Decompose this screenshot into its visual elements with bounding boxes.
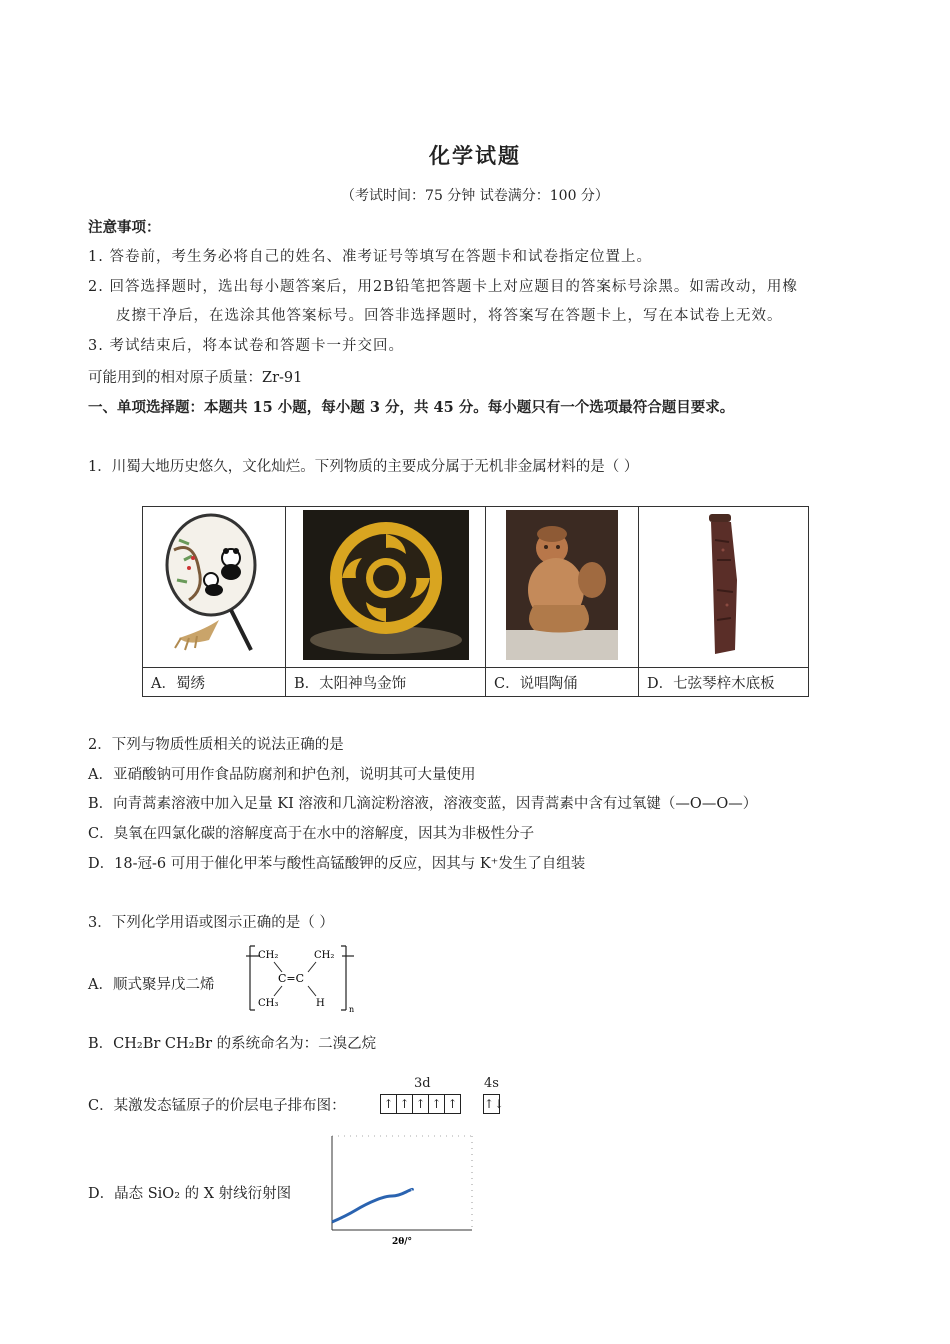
xrd-pattern-chart — [326, 1134, 476, 1246]
xrd-xlabel: 2θ/° — [392, 1237, 413, 1246]
sun-bird-gold-icon — [303, 510, 469, 660]
orbital-box: ↑ — [380, 1094, 397, 1114]
q2-stem: 2．下列与物质性质相关的说法正确的是 — [88, 737, 344, 753]
note-2-cont: 皮擦干净后，在选涂其他答案标号。回答非选择题时，将答案写在答题卡上，写在本试卷上无效。 — [116, 308, 783, 324]
q3-option-b: B．CH₂Br CH₂Br 的系统命名为：二溴乙烷 — [88, 1036, 377, 1052]
q1-image-a — [143, 507, 286, 668]
q2-option-b: B．向青蒿素溶液中加入足量 KI 溶液和几滴淀粉溶液，溶液变蓝，因青蒿素中含有过氧键（—O—O—） — [88, 796, 758, 812]
q3-option-c: C．某激发态锰原子的价层电子排布图： — [88, 1098, 346, 1114]
q1-image-d — [639, 507, 809, 668]
q2-option-c: C．臭氧在四氯化碳的溶解度高于在水中的溶解度，因其为非极性分子 — [88, 826, 535, 842]
notes-heading: 注意事项： — [88, 219, 161, 236]
q1-option-d: D．七弦琴梓木底板 — [639, 668, 809, 697]
polyisoprene-structure — [246, 944, 358, 1014]
poly-double-bond: C=C — [278, 972, 305, 985]
q2-option-a: A．亚硝酸钠可用作食品防腐剂和护色剂，说明其可大量使用 — [88, 767, 476, 783]
note-3: 3. 考试结束后，将本试卷和答题卡一并交回。 — [88, 338, 404, 354]
q2-option-d: D．18-冠-6 可用于催化甲苯与酸性高锰酸钾的反应，因其与 K⁺发生了自组装 — [88, 856, 586, 872]
section-heading: 一、单项选择题：本题共 15 小题，每小题 3 分，共 45 分。每小题只有一个选项最符合题目要求。 — [88, 399, 735, 416]
poly-h: H — [316, 998, 325, 1009]
q1-option-b: B．太阳神鸟金饰 — [286, 668, 486, 697]
orbital-label-4s: 4s — [484, 1076, 499, 1091]
q1-option-c: C．说唱陶俑 — [486, 668, 639, 697]
orbital-box: ↑ — [412, 1094, 429, 1114]
q3-option-d: D．晶态 SiO₂ 的 X 射线衍射图 — [88, 1186, 292, 1202]
poly-ch3: CH₃ — [258, 998, 279, 1009]
q1-image-b — [286, 507, 486, 668]
orbital-box: ↑↓ — [483, 1094, 500, 1114]
exam-info: （考试时间：75 分钟 试卷满分：100 分） — [341, 188, 609, 204]
page-title: 化学试题 — [429, 143, 521, 168]
q1-option-a: A．蜀绣 — [143, 668, 286, 697]
q1-options-table — [142, 506, 809, 697]
orbital-label-3d: 3d — [414, 1076, 431, 1091]
q3-stem: 3．下列化学用语或图示正确的是（ ） — [88, 915, 334, 931]
poly-ch2-left: CH₂ — [258, 950, 279, 961]
atomic-mass-line: 可能用到的相对原子质量：Zr-91 — [88, 370, 303, 386]
zither-board-icon — [699, 510, 749, 660]
pottery-figure-icon — [506, 510, 618, 660]
orbital-box: ↑ — [444, 1094, 461, 1114]
silk-fan-icon — [159, 510, 269, 660]
orbital-3d-boxes — [381, 1093, 461, 1114]
poly-n: n — [349, 1005, 355, 1014]
poly-ch2-right: CH₂ — [314, 950, 335, 961]
note-2: 2. 回答选择题时，选出每小题答案后，用2B铅笔把答题卡上对应题目的答案标号涂黑。如需改动，用橡 — [88, 279, 798, 295]
note-1: 1. 答卷前，考生务必将自己的姓名、准考证号等填写在答题卡和试卷指定位置上。 — [88, 249, 652, 265]
orbital-box: ↑ — [428, 1094, 445, 1114]
q1-stem: 1．川蜀大地历史悠久，文化灿烂。下列物质的主要成分属于无机非金属材料的是（ ） — [88, 459, 639, 475]
orbital-box: ↑ — [396, 1094, 413, 1114]
orbital-4s-box — [484, 1093, 505, 1114]
q1-image-c — [486, 507, 639, 668]
q3-option-a: A．顺式聚异戊二烯 — [88, 977, 215, 993]
